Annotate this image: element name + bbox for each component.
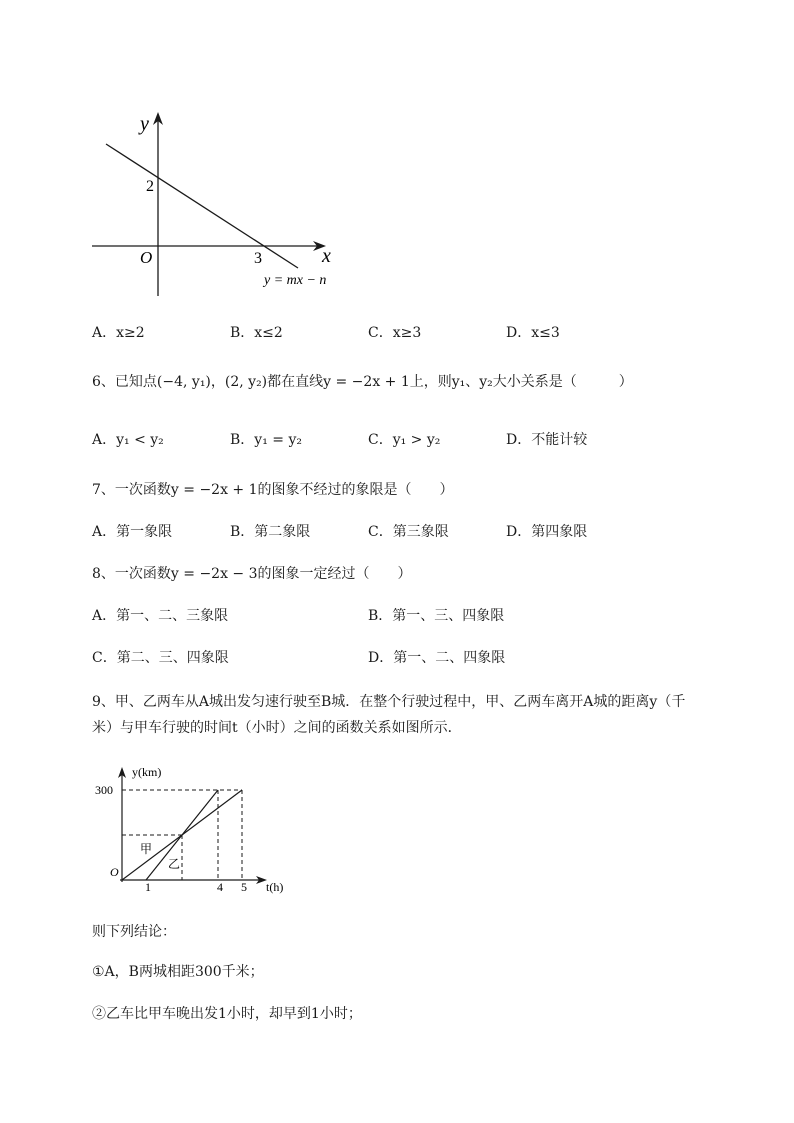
t-axis-label: t(h) (266, 880, 284, 894)
y-intercept-label: 2 (146, 178, 154, 195)
q7-option-b[interactable]: B．第二象限 (230, 524, 311, 540)
q6-option-b[interactable]: B．y₁ = y₂ (230, 432, 302, 448)
question-8: 8、一次函数y = −2x − 3的图象一定经过（ ） (92, 566, 412, 582)
t-tick-5: 5 (241, 880, 247, 894)
q6-option-d[interactable]: D．不能计较 (506, 432, 588, 448)
q5-option-d[interactable]: D．x≤3 (506, 325, 560, 341)
q8-option-a[interactable]: A．第一、二、三象限 (92, 608, 229, 624)
question-9-line-2: 米）与甲车行驶的时间t（小时）之间的函数关系如图所示． (92, 720, 462, 736)
line-y-mx-n (106, 144, 298, 268)
x-intercept-label: 3 (254, 250, 262, 267)
q8-option-b[interactable]: B．第一、三、四象限 (368, 608, 505, 624)
line-equation-label: y = mx − n (264, 273, 327, 288)
q7-option-c[interactable]: C．第三象限 (368, 524, 449, 540)
q5-option-b[interactable]: B．x≤2 (230, 325, 283, 341)
q7-option-d[interactable]: D．第四象限 (506, 524, 588, 540)
origin-label: O (140, 248, 153, 267)
t-tick-4: 4 (217, 880, 223, 894)
origin-label: O (110, 865, 119, 879)
question-9-line-1: 9、甲、乙两车从A城出发匀速行驶至B城．在整个行驶过程中，甲、乙两车离开A城的距离y（千 (92, 694, 686, 710)
t-tick-1: 1 (145, 880, 151, 894)
series-label-yi: 乙 (168, 857, 181, 871)
q5-option-a[interactable]: A．x≥2 (92, 325, 145, 341)
q8-option-c[interactable]: C．第二、三、四象限 (92, 650, 229, 666)
y-axis-label: y(km) (132, 765, 162, 779)
q7-option-a[interactable]: A．第一象限 (92, 524, 173, 540)
q5-option-c[interactable]: C．x≥3 (368, 325, 422, 341)
question-7: 7、一次函数y = −2x + 1的图象不经过的象限是（ ） (92, 482, 454, 498)
y-axis-label: y (140, 113, 149, 135)
q6-option-a[interactable]: A．y₁ < y₂ (92, 432, 164, 448)
distance-time-graph (90, 756, 300, 898)
linear-function-graph (90, 108, 350, 308)
y-tick-300: 300 (95, 783, 113, 797)
q6-option-c[interactable]: C．y₁ > y₂ (368, 432, 441, 448)
x-axis-label: x (322, 245, 331, 267)
question-6: 6、已知点(−4, y₁)，(2, y₂)都在直线y = −2x + 1上，则y₁、y₂大小关系是（ ） (92, 374, 633, 390)
conclusion-2: ②乙车比甲车晚出发1小时，却早到1小时； (92, 1006, 362, 1022)
series-label-jia: 甲 (140, 842, 153, 856)
conclusion-1: ①A，B两城相距300千米； (92, 964, 264, 980)
conclusion-intro: 则下列结论： (92, 924, 176, 940)
q8-option-d[interactable]: D．第一、二、四象限 (368, 650, 506, 666)
